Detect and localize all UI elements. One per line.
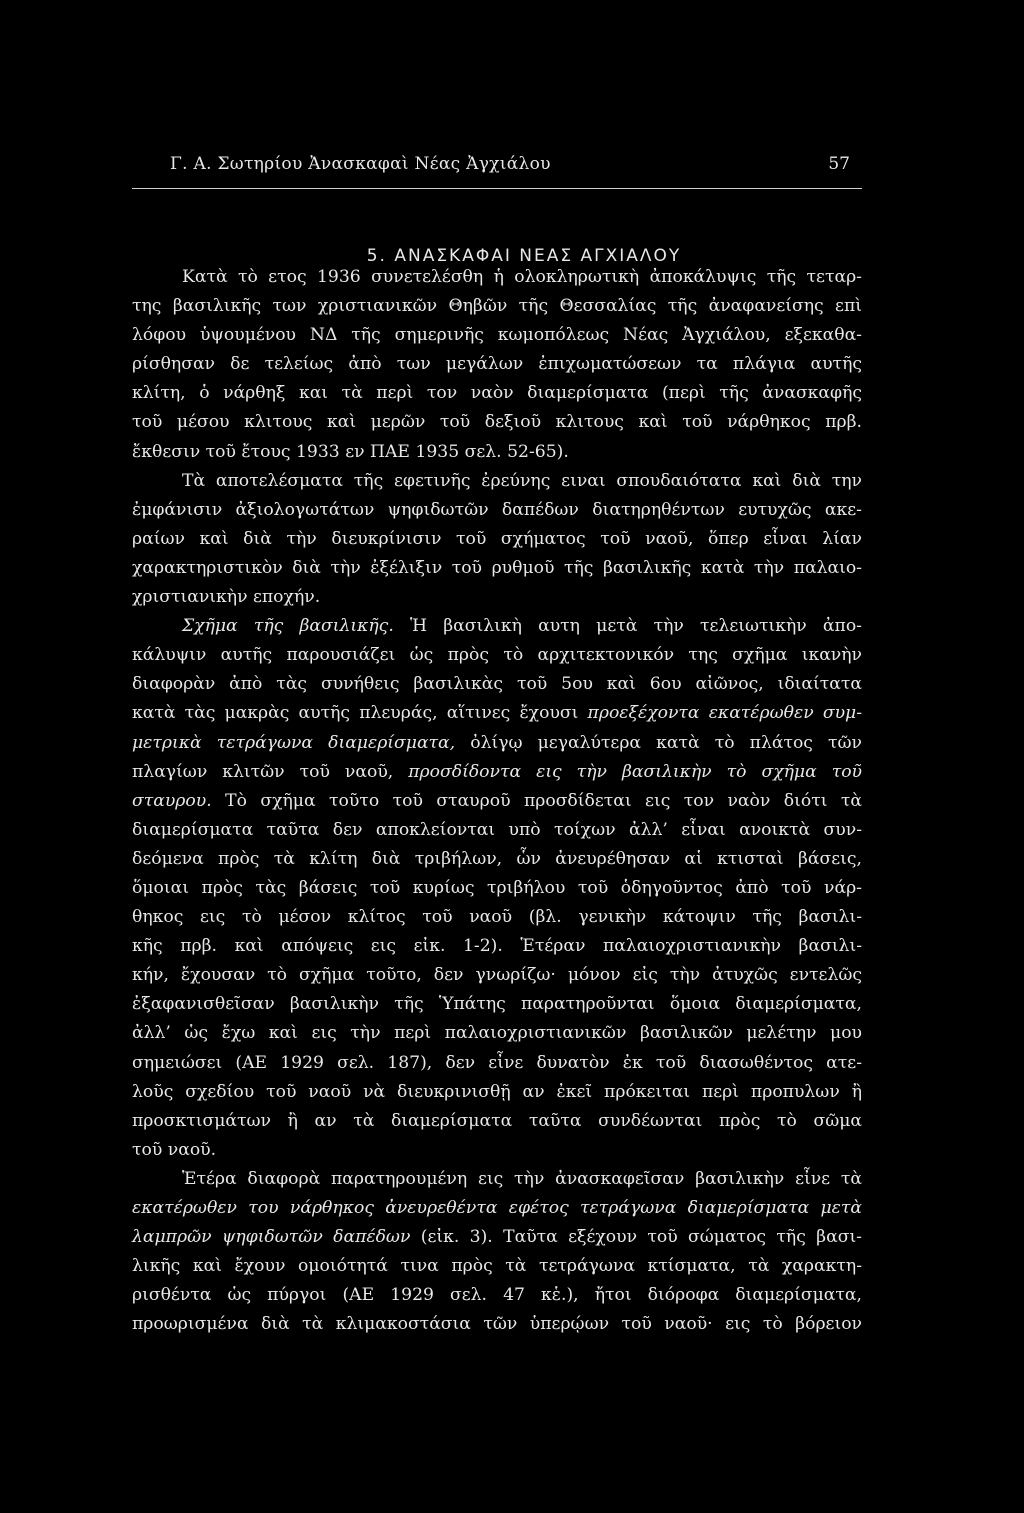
text-line: λικῆς καὶ ἔχουν ομοιότητά τινα πρὸς τὰ τετράγωνα κτίσματα, τὰ χαρακτη-	[132, 1256, 862, 1277]
section-title: 5. ΑΝΑΣΚΑΦΑΙ ΝΕΑΣ ΑΓΧΙΑΛΟΥ	[366, 246, 682, 266]
text-line: ὅμοιαι πρὸς τὰς βάσεις τοῦ κυρίως τριβήλου τοῦ ὁδηγοῦντος ἀπὸ τοῦ νάρ-	[132, 877, 862, 898]
text-line	[132, 787, 862, 816]
italic-run: σταυρου.	[132, 790, 212, 811]
text-line: τοῦ ναοῦ.	[132, 1139, 217, 1160]
text-line: διαφορὰν ἀπὸ τὰς συνήθεις βασιλικὰς τοῦ 5ου καὶ 6ου αἰῶνος, ιδιαίτατα	[132, 674, 862, 695]
text-line: δεόμενα πρὸς τὰ κλίτη διὰ τριβήλων, ὧν ἀνευρέθησαν αἱ κτισταὶ βάσεις,	[132, 848, 862, 869]
text-run: (εἰκ. 3). Ταῦτα εξέχουν τοῦ σώματος τῆς βασι-	[420, 1227, 862, 1248]
text-line: Κατὰ τὸ ετος 1936 συνετελέσθη ἡ ολοκληρωτικὴ ἀποκάλυψις τῆς τεταρ-	[182, 267, 862, 287]
text-line: κάλυψιν αυτῆς παρουσιάζει ὡς πρὸς τὸ αρχιτεκτονικόν της σχῆμα ικανὴν	[132, 645, 862, 666]
text-line	[132, 699, 862, 728]
paragraph-3	[132, 612, 862, 1165]
italic-run: προσδίδοντα εις τὴν βασιλικὴν τὸ σχῆμα τοῦ	[408, 761, 862, 782]
text-line	[132, 1223, 862, 1252]
text-line: προωρισμένα διὰ τὰ κλιμακοστάσια τῶν ὑπερῴων τοῦ ναοῦ· εις τὸ βόρειον	[132, 1314, 862, 1335]
text-line: χαρακτηριστικὸν διὰ τὴν ἐξέλιξιν τοῦ ρυθμοῦ τῆς βασιλικῆς κατὰ τὴν παλαιο-	[132, 557, 862, 578]
text-line: λόφου ὑψουμένου ΝΔ τῆς σημερινῆς κωμοπόλεως Νέας Ἀγχιάλου, εξεκαθα-	[132, 325, 862, 346]
text-line: διαμερίσματα ταῦτα δεν αποκλείονται υπὸ τοίχων ἀλλ’ εἶναι ανοικτὰ συν-	[132, 819, 862, 840]
header-rule	[132, 188, 862, 189]
italic-run: λαμπρῶν ψηφιδωτῶν δαπέδων	[132, 1227, 411, 1248]
text-line: χριστιανικὴν εποχήν.	[132, 587, 321, 608]
text-line	[132, 612, 862, 641]
text-line: ἔκθεσιν τοῦ ἔτους 1933 εν ΠΑΕ 1935 σελ. 52-65).	[132, 441, 569, 462]
text-line: Ἑτέρα διαφορὰ παρατηρουμένη εις τὴν ἀνασκαφεῖσαν βασιλικὴν εἶνε τὰ	[182, 1168, 862, 1189]
text-line: ἀλλ’ ὡς ἔχω καὶ εις τὴν περὶ παλαιοχριστιανικῶν βασιλικῶν μελέτην μου	[132, 1023, 862, 1044]
text-line: τοῦ μέσου κλιτους καὶ μερῶν τοῦ δεξιοῦ κλιτους καὶ τοῦ νάρθηκος πρβ.	[132, 412, 862, 433]
text-line: λοῦς σχεδίου τοῦ ναοῦ νὰ διευκρινισθῇ αν ἐκεῖ πρόκειται περὶ προπυλων ἢ	[132, 1081, 862, 1102]
text-run: Τὸ σχῆμα τοῦτο τοῦ σταυροῦ προσδίδεται εις τον ναὸν διότι τὰ	[225, 790, 862, 811]
text-line: σημειώσει (ΑΕ 1929 σελ. 187), δεν εἶνε δυνατὸν ἐκ τοῦ διασωθέντος ατε-	[132, 1052, 862, 1073]
text-line: εκατέρωθεν του νάρθηκος ἀνευρεθέντα εφέτος τετράγωνα διαμερίσματα μετὰ	[132, 1198, 862, 1218]
italic-run: προεξέχοντα εκατέρωθεν συμ-	[587, 703, 862, 724]
paragraph-1	[132, 263, 862, 467]
text-run: Ἡ βασιλικὴ αυτη μετὰ τὴν τελειωτικὴν ἀπο-	[409, 616, 862, 637]
text-line: κήν, ἔχουσαν τὸ σχῆμα τοῦτο, δεν γνωρίζω· μόνον εἰς τὴν ἀτυχῶς εντελῶς	[132, 965, 862, 986]
page-header	[132, 146, 862, 186]
text-line: κλίτη, ὁ νάρθηξ και τὰ περὶ τον ναὸν διαμερίσματα (περὶ τῆς ἀνασκαφῆς	[132, 383, 862, 404]
running-title: Γ. Α. Σωτηρίου Ἀνασκαφαὶ Νέας Ἀγχιάλου	[170, 154, 551, 174]
text-line: προσκτισμάτων ἢ αν τὰ διαμερίσματα ταῦτα συνδέωνται πρὸς τὸ σῶμα	[132, 1110, 862, 1131]
text-line: θηκος εις τὸ μέσον κλίτος τοῦ ναοῦ (βλ. γενικὴν κάτοψιν τῆς βασιλι-	[132, 907, 862, 928]
text-run: κατὰ τὰς μακρὰς αυτῆς πλευράς, αἵτινες ἔχουσι	[132, 703, 579, 724]
text-line: ρισθέντα ὡς πύργοι (ΑΕ 1929 σελ. 47 κἑ.), ἤτοι διόροφα διαμερίσματα,	[132, 1285, 862, 1306]
text-line: Τὰ αποτελέσματα τῆς εφετινῆς ἐρεύνης ειναι σπουδαιότατα καὶ διὰ την	[182, 470, 862, 491]
text-line	[132, 729, 862, 758]
text-line: κῆς πρβ. καὶ απόψεις εις εἰκ. 1-2). Ἑτέραν παλαιοχριστιανικὴν βασιλι-	[132, 936, 862, 957]
subsection-heading: Σχῆμα τῆς βασιλικῆς.	[182, 616, 394, 637]
text-line: ραίων καὶ διὰ τὴν διευκρίνισιν τοῦ σχήματος τοῦ ναοῦ, ὅπερ εἶναι λίαν	[132, 528, 862, 549]
page-number: 57	[828, 154, 850, 174]
text-line: ἐξαφανισθεῖσαν βασιλικὴν τῆς Ὑπάτης παρατηροῦνται ὅμοια διαμερίσματα,	[132, 994, 862, 1015]
text-line	[132, 758, 862, 787]
text-line: της βασιλικῆς των χριστιανικῶν Θηβῶν τῆς Θεσσαλίας τῆς ἀναφανείσης επὶ	[132, 296, 862, 317]
text-run: ὀλίγῳ μεγαλύτερα κατὰ τὸ πλάτος τῶν	[470, 732, 862, 753]
text-line: ρίσθησαν δε τελείως ἀπὸ των μεγάλων ἐπιχωματώσεων τα πλάγια αυτῆς	[132, 354, 862, 375]
body-text	[132, 263, 862, 1339]
text-run: πλαγίων κλιτῶν τοῦ ναοῦ,	[132, 761, 394, 782]
paragraph-4	[132, 1165, 862, 1340]
italic-run: μετρικὰ τετράγωνα διαμερίσματα,	[132, 732, 456, 753]
text-line: ἐμφάνισιν ἀξιολογωτάτων ψηφιδωτῶν δαπέδων διατηρηθέντων ευτυχῶς ακε-	[132, 499, 862, 520]
paragraph-2	[132, 467, 862, 612]
